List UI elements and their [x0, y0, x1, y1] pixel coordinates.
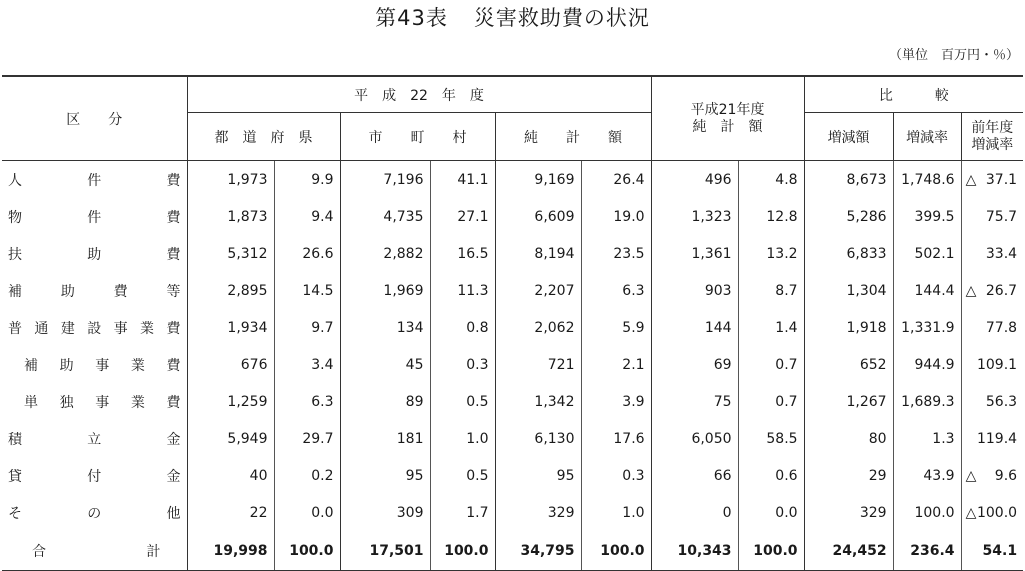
net-value: 6,609 — [495, 198, 581, 235]
net-pct: 6.3 — [581, 272, 651, 309]
pref-value: 22 — [187, 494, 274, 531]
prev-rate-value: 9.6 — [994, 467, 1018, 484]
diff-value: 6,833 — [804, 235, 893, 272]
row-label-char: 合 — [32, 543, 46, 560]
row-label-char: 事 — [113, 320, 128, 337]
rate-value: 1.3 — [893, 420, 961, 457]
row-label-char: 費 — [166, 246, 181, 263]
fy21-pct: 13.2 — [738, 235, 804, 272]
row-label-char: 等 — [166, 283, 181, 300]
row-label-char: 立 — [87, 431, 102, 448]
table-title: 災害救助費の状況 — [473, 6, 650, 30]
prev-rate-value: 75.7 — [985, 208, 1018, 225]
prev-rate-value: 26.7 — [985, 282, 1018, 299]
muni-value: 134 — [340, 309, 430, 346]
muni-value: 7,196 — [340, 161, 430, 199]
row-label — [2, 235, 187, 272]
row-label-char: 他 — [166, 505, 181, 522]
pref-pct: 3.4 — [274, 346, 340, 383]
row-label-char: 物 — [8, 209, 22, 226]
fy21-value: 903 — [651, 272, 738, 309]
row-label-char: 費 — [166, 209, 181, 226]
muni-pct: 41.1 — [430, 161, 495, 199]
net-value: 34,795 — [495, 531, 581, 571]
rate-value: 399.5 — [893, 198, 961, 235]
rate-value: 502.1 — [893, 235, 961, 272]
fy21-value: 66 — [651, 457, 738, 494]
pref-pct: 100.0 — [274, 531, 340, 571]
row-label-char: 単 — [24, 394, 38, 411]
pref-pct: 9.4 — [274, 198, 340, 235]
rate-value: 944.9 — [893, 346, 961, 383]
net-pct: 3.9 — [581, 383, 651, 420]
row-label-char: 費 — [166, 320, 181, 337]
muni-value: 17,501 — [340, 531, 430, 571]
row-label-char: 人 — [8, 172, 22, 189]
diff-value: 5,286 — [804, 198, 893, 235]
muni-pct: 27.1 — [430, 198, 495, 235]
fy21-value: 496 — [651, 161, 738, 199]
row-label-char: 独 — [59, 394, 74, 411]
row-label-char: そ — [8, 505, 22, 522]
pref-pct: 14.5 — [274, 272, 340, 309]
table-row — [2, 235, 1023, 272]
net-value: 329 — [495, 494, 581, 531]
diff-value: 80 — [804, 420, 893, 457]
table-row — [2, 494, 1023, 531]
row-label-char: 事 — [95, 357, 110, 374]
row-label — [2, 383, 187, 420]
net-pct: 19.0 — [581, 198, 651, 235]
fy21-pct: 4.8 — [738, 161, 804, 199]
pref-pct: 29.7 — [274, 420, 340, 457]
diff-value: 8,673 — [804, 161, 893, 199]
row-label — [2, 198, 187, 235]
pref-value: 1,873 — [187, 198, 274, 235]
diff-value: 652 — [804, 346, 893, 383]
fy21-pct: 12.8 — [738, 198, 804, 235]
fy21-value: 144 — [651, 309, 738, 346]
prev-rate — [961, 272, 1023, 309]
prev-rate — [961, 494, 1023, 531]
muni-value: 95 — [340, 457, 430, 494]
unit-note: （単位 百万円・％） — [888, 48, 1019, 63]
page-title — [0, 2, 1025, 32]
fy21-pct: 0.7 — [738, 346, 804, 383]
row-label-char: 普 — [8, 320, 22, 337]
row-label-char: 補 — [24, 357, 38, 374]
fy21-pct: 0.6 — [738, 457, 804, 494]
net-value: 1,342 — [495, 383, 581, 420]
row-label — [2, 420, 187, 457]
prev-rate-value: 77.8 — [985, 319, 1018, 336]
table-row — [2, 198, 1023, 235]
muni-value: 1,969 — [340, 272, 430, 309]
fy21-value: 10,343 — [651, 531, 738, 571]
muni-value: 181 — [340, 420, 430, 457]
fy21-value: 75 — [651, 383, 738, 420]
fy21-value: 1,361 — [651, 235, 738, 272]
muni-pct: 11.3 — [430, 272, 495, 309]
row-label-char: 費 — [166, 357, 181, 374]
row-label-char: 業 — [130, 357, 145, 374]
rate-value: 1,331.9 — [893, 309, 961, 346]
pref-value: 2,895 — [187, 272, 274, 309]
muni-value: 2,882 — [340, 235, 430, 272]
diff-value: 24,452 — [804, 531, 893, 571]
rate-value: 43.9 — [893, 457, 961, 494]
pref-value: 19,998 — [187, 531, 274, 571]
negative-mark: △ — [965, 171, 977, 188]
net-value: 2,207 — [495, 272, 581, 309]
prev-rate-value: 100.0 — [976, 504, 1018, 521]
row-label-char: 費 — [166, 172, 181, 189]
muni-value: 89 — [340, 383, 430, 420]
row-label-char: 件 — [87, 172, 102, 189]
relief-cost-table — [2, 75, 1023, 571]
muni-pct: 1.0 — [430, 420, 495, 457]
row-label-char: 事 — [95, 394, 110, 411]
prev-rate-value: 56.3 — [985, 393, 1018, 410]
prev-rate — [961, 383, 1023, 420]
net-value: 8,194 — [495, 235, 581, 272]
prev-rate-value: 54.1 — [982, 542, 1018, 559]
fy21-value: 6,050 — [651, 420, 738, 457]
pref-pct: 0.0 — [274, 494, 340, 531]
row-label-char: 金 — [166, 468, 181, 485]
row-label-char: 助 — [60, 283, 75, 300]
row-label-char: 業 — [130, 394, 145, 411]
header-category: 区 分 — [2, 76, 187, 161]
table-row — [2, 161, 1023, 199]
header-net: 純 計 額 — [495, 113, 651, 161]
total-row — [2, 531, 1023, 571]
net-pct: 26.4 — [581, 161, 651, 199]
net-value: 6,130 — [495, 420, 581, 457]
muni-pct: 0.8 — [430, 309, 495, 346]
prev-rate — [961, 420, 1023, 457]
diff-value: 29 — [804, 457, 893, 494]
table-number: 第43表 — [375, 6, 448, 30]
rate-value: 1,748.6 — [893, 161, 961, 199]
fy21-pct: 58.5 — [738, 420, 804, 457]
header-diff: 増減額 — [804, 113, 893, 161]
prev-rate — [961, 309, 1023, 346]
row-label — [2, 309, 187, 346]
row-label-char: 付 — [87, 468, 102, 485]
prev-rate — [961, 531, 1023, 571]
row-label — [2, 494, 187, 531]
net-value: 9,169 — [495, 161, 581, 199]
table-row — [2, 420, 1023, 457]
row-label — [2, 161, 187, 199]
row-label-char: 通 — [34, 320, 49, 337]
muni-pct: 100.0 — [430, 531, 495, 571]
prev-rate-value: 33.4 — [985, 245, 1018, 262]
fy21-value: 0 — [651, 494, 738, 531]
total-label — [2, 531, 187, 571]
prev-rate — [961, 161, 1023, 199]
prev-rate — [961, 235, 1023, 272]
prev-rate-value: 109.1 — [976, 356, 1018, 373]
header-fy21-line1: 平成21年度 — [690, 101, 765, 118]
prev-rate — [961, 457, 1023, 494]
row-label-char: 積 — [8, 431, 22, 448]
table-row — [2, 383, 1023, 420]
row-label-char: の — [87, 505, 102, 522]
prev-rate-value: 119.4 — [976, 430, 1018, 447]
row-label-char: 助 — [59, 357, 74, 374]
header-fy22: 平 成 22 年 度 — [187, 76, 651, 113]
row-label-char: 建 — [60, 320, 75, 337]
pref-pct: 0.2 — [274, 457, 340, 494]
fy21-pct: 0.7 — [738, 383, 804, 420]
fy21-pct: 0.0 — [738, 494, 804, 531]
row-label-char: 助 — [87, 246, 102, 263]
pref-pct: 6.3 — [274, 383, 340, 420]
muni-value: 4,735 — [340, 198, 430, 235]
fy21-value: 69 — [651, 346, 738, 383]
header-fy21-line2: 純 計 額 — [692, 118, 763, 135]
net-pct: 1.0 — [581, 494, 651, 531]
muni-pct: 0.3 — [430, 346, 495, 383]
rate-value: 100.0 — [893, 494, 961, 531]
pref-pct: 9.9 — [274, 161, 340, 199]
net-value: 2,062 — [495, 309, 581, 346]
muni-value: 309 — [340, 494, 430, 531]
net-pct: 0.3 — [581, 457, 651, 494]
net-pct: 2.1 — [581, 346, 651, 383]
pref-value: 1,934 — [187, 309, 274, 346]
muni-pct: 0.5 — [430, 457, 495, 494]
header-pref: 都 道 府 県 — [187, 113, 340, 161]
row-label — [2, 346, 187, 383]
diff-value: 329 — [804, 494, 893, 531]
header-prev-line1: 前年度 — [971, 119, 1014, 136]
pref-value: 676 — [187, 346, 274, 383]
diff-value: 1,267 — [804, 383, 893, 420]
header-rate: 増減率 — [893, 113, 961, 161]
pref-value: 5,949 — [187, 420, 274, 457]
muni-value: 45 — [340, 346, 430, 383]
fy21-pct: 1.4 — [738, 309, 804, 346]
muni-pct: 0.5 — [430, 383, 495, 420]
net-value: 95 — [495, 457, 581, 494]
row-label — [2, 272, 187, 309]
rate-value: 236.4 — [893, 531, 961, 571]
fy21-value: 1,323 — [651, 198, 738, 235]
net-pct: 23.5 — [581, 235, 651, 272]
negative-mark: △ — [965, 467, 977, 484]
pref-value: 40 — [187, 457, 274, 494]
pref-pct: 9.7 — [274, 309, 340, 346]
diff-value: 1,918 — [804, 309, 893, 346]
rate-value: 1,689.3 — [893, 383, 961, 420]
fy21-pct: 8.7 — [738, 272, 804, 309]
row-label-char: 扶 — [8, 246, 22, 263]
row-label-char: 費 — [166, 394, 181, 411]
header-prev-line2: 増減率 — [971, 136, 1014, 153]
header-fy21 — [651, 76, 804, 161]
table-row — [2, 457, 1023, 494]
muni-pct: 1.7 — [430, 494, 495, 531]
pref-pct: 26.6 — [274, 235, 340, 272]
row-label-char: 補 — [8, 283, 22, 300]
negative-mark: △ — [965, 504, 977, 521]
prev-rate — [961, 198, 1023, 235]
pref-value: 1,973 — [187, 161, 274, 199]
row-label-char: 貸 — [8, 468, 22, 485]
row-label-char: 費 — [113, 283, 128, 300]
table-row — [2, 346, 1023, 383]
header-muni: 市 町 村 — [340, 113, 495, 161]
row-label-char: 設 — [87, 320, 102, 337]
net-pct: 17.6 — [581, 420, 651, 457]
pref-value: 5,312 — [187, 235, 274, 272]
fy21-pct: 100.0 — [738, 531, 804, 571]
pref-value: 1,259 — [187, 383, 274, 420]
negative-mark: △ — [965, 282, 977, 299]
header-prev — [961, 113, 1023, 161]
net-pct: 5.9 — [581, 309, 651, 346]
net-pct: 100.0 — [581, 531, 651, 571]
header-compare: 比 較 — [804, 76, 1023, 113]
row-label — [2, 457, 187, 494]
row-label-char: 計 — [146, 543, 161, 560]
net-value: 721 — [495, 346, 581, 383]
prev-rate — [961, 346, 1023, 383]
prev-rate-value: 37.1 — [985, 171, 1018, 188]
row-label-char: 件 — [87, 209, 102, 226]
table-row — [2, 309, 1023, 346]
rate-value: 144.4 — [893, 272, 961, 309]
row-label-char: 業 — [140, 320, 155, 337]
muni-pct: 16.5 — [430, 235, 495, 272]
row-label-char: 金 — [166, 431, 181, 448]
diff-value: 1,304 — [804, 272, 893, 309]
table-row — [2, 272, 1023, 309]
